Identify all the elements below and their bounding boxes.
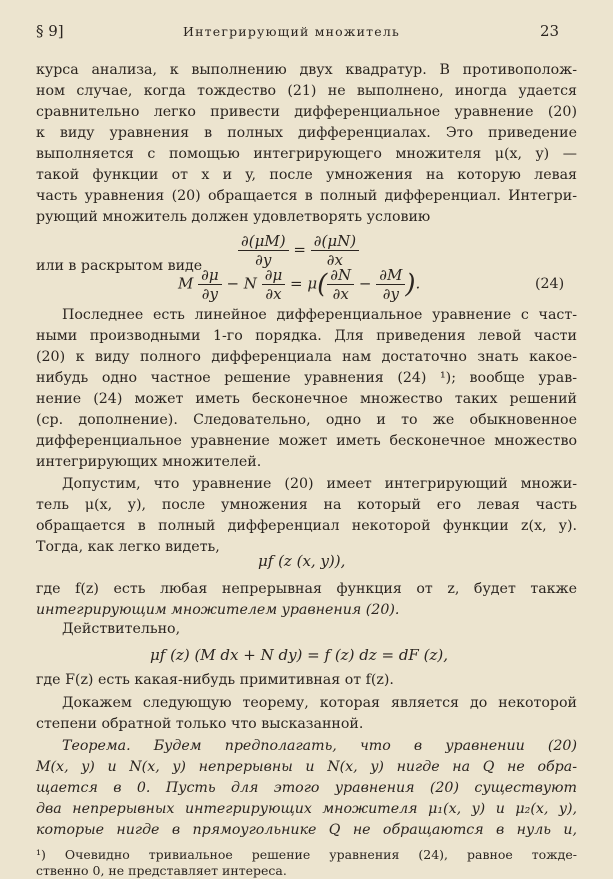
paren: ( bbox=[317, 269, 328, 300]
page-number: 23 bbox=[540, 22, 560, 40]
symbol: = μ bbox=[289, 274, 318, 293]
section-mark: § 9] bbox=[36, 22, 64, 40]
text-line: степени обратной только что высказанной. bbox=[36, 716, 364, 732]
equation-number: (24) bbox=[535, 276, 565, 292]
fraction bbox=[262, 266, 286, 303]
formula-differential: μf (z) (M dx + N dy) = f (z) dz = dF (z), bbox=[150, 646, 448, 664]
text-line: интегрирующих множителей. bbox=[36, 454, 262, 470]
denominator: ∂x bbox=[332, 285, 349, 303]
numerator: ∂(μN) bbox=[311, 232, 359, 251]
text-line: к виду уравнения в полных дифференциалах. Это приведение bbox=[36, 125, 577, 141]
text-line: тель μ(x, y), после умножения на который его левая часть bbox=[36, 497, 577, 513]
text-line: Тогда, как легко видеть, bbox=[36, 539, 220, 555]
text-line: такой функции от x и y, после умножения на которую левая bbox=[36, 167, 577, 183]
fraction bbox=[327, 266, 354, 303]
text-line: Допустим, что уравнение (20) имеет интегрирующий множи- bbox=[62, 476, 577, 492]
numerator: ∂(μM) bbox=[238, 232, 289, 251]
fraction bbox=[238, 232, 289, 269]
denominator: ∂x bbox=[326, 251, 343, 269]
text-line: дифференциальное уравнение может иметь бесконечное множество bbox=[36, 433, 577, 449]
text-line: M(x, y) и N(x, y) непрерывны и N(x, y) нигде на Q не обра- bbox=[36, 759, 577, 775]
footnote-line: ¹) Очевидно тривиальное решение уравнения (24), равное тожде- bbox=[36, 847, 577, 862]
text-line: два непрерывных интегрирующих множителя μ₁(x, y) и μ₂(x, y), bbox=[36, 801, 577, 817]
symbol: M bbox=[178, 274, 194, 293]
text-line: нение (24) может иметь бесконечное множество таких решений bbox=[36, 391, 577, 407]
text-line: часть уравнения (20) обращается в полный дифференциал. Интегри- bbox=[36, 188, 577, 204]
text-line: выполняется с помощью интегрирующего множителя μ(x, y) — bbox=[36, 146, 577, 162]
text-line: где f(z) есть любая непрерывная функция от z, будет также bbox=[36, 581, 577, 597]
denominator: ∂y bbox=[255, 251, 272, 269]
text-line: которые нигде в прямоугольнике Q не обращаются в нуль и, bbox=[36, 822, 577, 838]
text-line: Теорема. Будем предполагать, что в уравнении (20) bbox=[62, 738, 577, 754]
text-line: ными производными 1-го порядка. Для приведения левой части bbox=[36, 328, 577, 344]
text-line: или в раскрытом виде bbox=[36, 258, 203, 274]
numerator: ∂N bbox=[327, 266, 354, 285]
symbol: . bbox=[415, 274, 421, 293]
formula-mu-f: μf (z (x, y)), bbox=[258, 552, 346, 570]
symbol: − N bbox=[226, 274, 257, 293]
denominator: ∂y bbox=[201, 285, 219, 303]
formula-24 bbox=[178, 266, 420, 303]
formula-condition bbox=[238, 232, 359, 269]
fraction bbox=[198, 266, 222, 303]
fraction bbox=[376, 266, 405, 303]
denominator: ∂x bbox=[265, 285, 282, 303]
symbol: − bbox=[358, 274, 372, 293]
text-line: Докажем следующую теорему, которая является до некоторой bbox=[62, 695, 577, 711]
text-line: Последнее есть линейное дифференциальное уравнение с част- bbox=[62, 307, 577, 323]
text-line: рующий множитель должен удовлетворять условию bbox=[36, 209, 431, 225]
paren: ) bbox=[405, 269, 416, 300]
fraction bbox=[311, 232, 359, 269]
text-line: Действительно, bbox=[62, 621, 181, 637]
text-line: (ср. дополнение). Следовательно, одно и то же обыкновенное bbox=[36, 412, 577, 428]
footnote-line: ственно 0, не представляет интереса. bbox=[36, 863, 287, 878]
running-title: Интегрирующий множитель bbox=[183, 24, 400, 39]
text-line: (20) к виду полного дифференциала нам достаточно знать какое- bbox=[36, 349, 577, 365]
text-line: курса анализа, к выполнению двух квадратур. В противополож- bbox=[36, 62, 577, 78]
text-line: интегрирующим множителем уравнения (20). bbox=[36, 602, 400, 618]
text-line: обращается в полный дифференциал некоторой функции z(x, y). bbox=[36, 518, 577, 534]
numerator: ∂μ bbox=[198, 266, 222, 285]
numerator: ∂μ bbox=[262, 266, 286, 285]
text-line: сравнительно легко привести дифференциальное уравнение (20) bbox=[36, 104, 577, 120]
equals-sign: = bbox=[293, 240, 306, 259]
numerator: ∂M bbox=[376, 266, 405, 285]
text-line: ном случае, когда тождество (21) не выполнено, иногда удается bbox=[36, 83, 577, 99]
text-line: щается в 0. Пусть для этого уравнения (20) существуют bbox=[36, 780, 577, 796]
text-line: где F(z) есть какая-нибудь примитивная от f(z). bbox=[36, 672, 394, 688]
text-line: нибудь одно частное решение уравнения (24) ¹); вообще урав- bbox=[36, 370, 577, 386]
denominator: ∂y bbox=[382, 285, 399, 303]
